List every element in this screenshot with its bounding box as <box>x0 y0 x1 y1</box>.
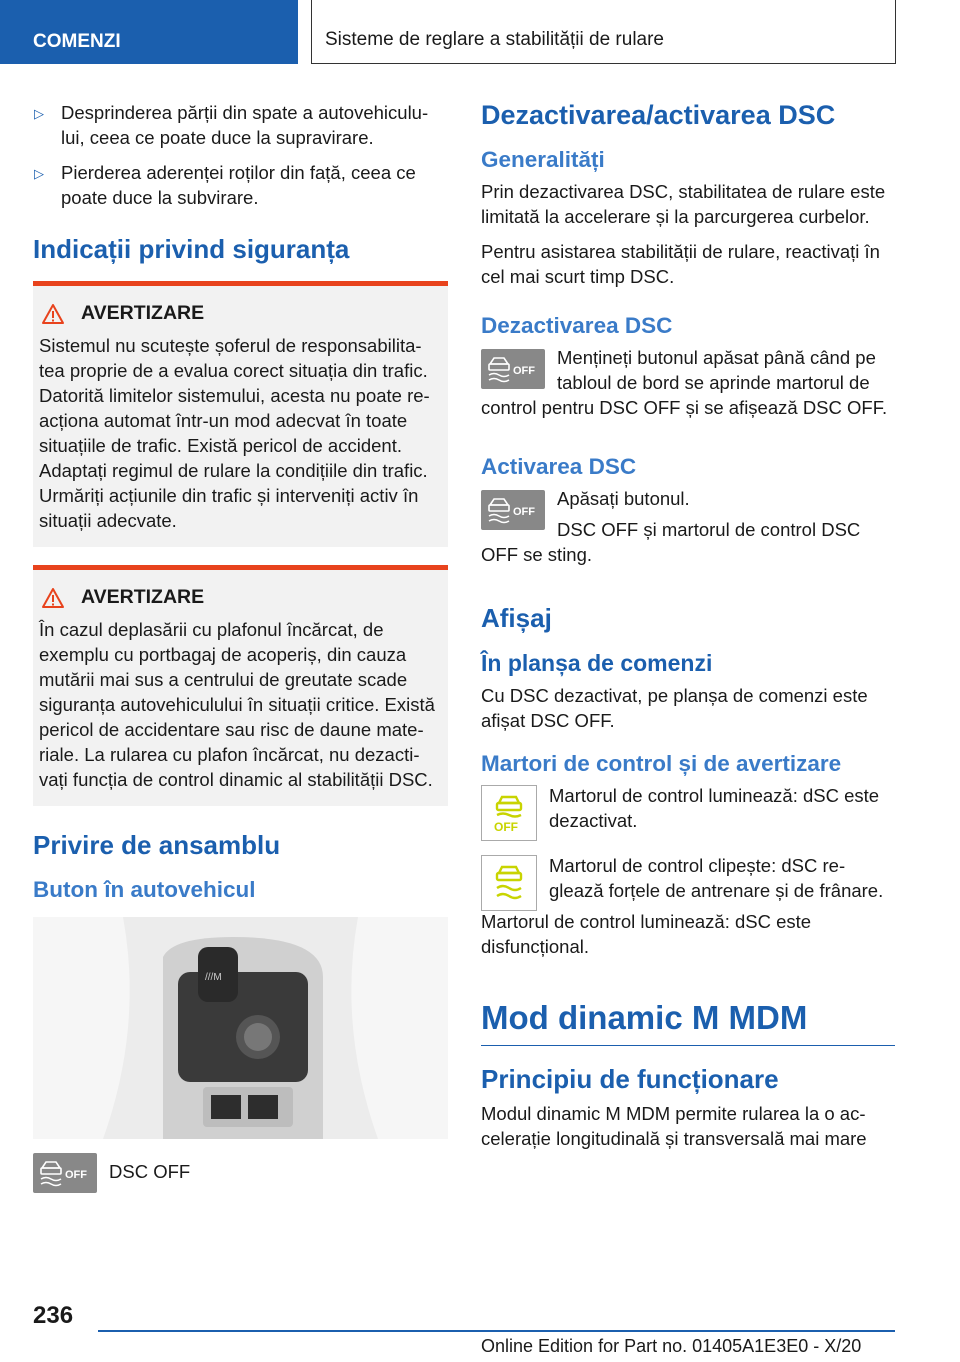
lamp-text: Martorul de control luminează: dSC este disfuncțional. <box>481 911 812 957</box>
principle-heading: Principiu de funcționare <box>481 1064 779 1094</box>
activation-text: DSC OFF și martorul de control DSC OFF se sting. <box>481 519 861 565</box>
lamp-legend-2 <box>481 853 895 911</box>
lamp-legend-1 <box>481 783 895 843</box>
dsc-main-heading: Dezactivarea/activarea DSC <box>481 100 836 130</box>
lamp-text: Martorul de control clipește: dSC re-glează forțele de antrenare și de frânare. <box>549 855 884 901</box>
warning-box <box>33 281 448 547</box>
activation-text: Apăsați butonul. <box>557 488 690 509</box>
warning-text: Sistemul nu scutește șoferul de responsabilita-tea proprie de a evalua corect situația din trafic. Datorită limitelor sistemului, acesta nu poate re-acționa automat într-un mod adecvat în toate situațiile de trafic. Există pericol de accident. Adaptați regimul de rulare la condițiile din trafic. Urmăriți acțiunile din trafic și interveniți activ în situații adecvate. <box>39 335 430 531</box>
dsc-lamp-icon <box>481 855 537 911</box>
dsc-off-button-legend <box>33 1151 448 1194</box>
page-number: 236 <box>33 1302 74 1329</box>
dsc-off-button-icon <box>481 349 545 389</box>
deactivation-text: Mențineți butonul apăsat până când pe tabloul de bord se aprinde martorul de control pentru DSC OFF și se afișează DSC OFF. <box>481 347 888 418</box>
left-column <box>33 100 448 1194</box>
general-text: Pentru asistarea stabilității de rulare, reactivați în cel mai scurt timp DSC. <box>481 241 880 287</box>
dsc-off-button-icon <box>33 1153 97 1193</box>
panel-text: Cu DSC dezactivat, pe planșa de comenzi este afișat DSC OFF. <box>481 685 868 731</box>
warning-triangle-icon <box>41 587 65 609</box>
principle-text: Modul dinamic M MDM permite rularea la o ac-celerație longitudinală și transversală mai mare <box>481 1103 867 1149</box>
button-heading: Buton în autovehicul <box>33 877 256 902</box>
overview-heading: Privire de ansamblu <box>33 830 281 860</box>
footer-edition: Online Edition for Part no. 01405A1E3E0 - X/20 <box>481 1336 862 1356</box>
mdm-heading: Mod dinamic M MDM <box>481 999 895 1046</box>
dsc-off-lamp-icon <box>481 785 537 841</box>
section-tab: COMENZI <box>0 0 298 64</box>
dsc-off-button-icon <box>481 490 545 530</box>
warning-text: În cazul deplasării cu plafonul încărcat, de exemplu cu portbagaj de acoperiș, din cauza mutării mai sus a centrului de greutate scade siguranța autovehiculului în situații critice. Există pericol de accidentare sau risc de daune mate-riale. La rularea cu plafon încărcat, nu dezacti-vați funcția de control dinamic al stabilității DSC. <box>39 619 435 790</box>
svg-text:OFF: OFF <box>494 820 518 834</box>
panel-heading: În planșa de comenzi <box>481 650 713 676</box>
svg-text:OFF: OFF <box>65 1169 87 1181</box>
footer-rule <box>98 1330 895 1332</box>
warning-title: AVERTIZARE <box>39 302 442 325</box>
center-console-photo <box>33 917 448 1139</box>
general-text: Prin dezactivarea DSC, stabilitatea de rulare este limitată la accelerare și la parcurgerea curbelor. <box>481 181 886 227</box>
svg-text:OFF: OFF <box>513 506 535 518</box>
lamp-text: Martorul de control luminează: dSC este dezactivat. <box>549 785 880 831</box>
bullet-item: ▷ Pierderea aderenței roților din față, ceea ce poate duce la subvirare. <box>34 162 416 208</box>
deactivation-heading: Dezactivarea DSC <box>481 313 673 338</box>
chapter-title: Sisteme de reglare a stabilității de rulare <box>311 0 896 64</box>
triangle-bullet-icon: ▷ <box>34 166 44 181</box>
activation-heading: Activarea DSC <box>481 454 637 479</box>
bullet-item: ▷ Desprinderea părții din spate a autovehiculu-lui, ceea ce poate duce la supravirare. <box>34 102 429 148</box>
lamps-heading: Martori de control și de avertizare <box>481 751 842 776</box>
display-heading: Afișaj <box>481 603 552 633</box>
warning-triangle-icon <box>41 303 65 325</box>
safety-heading: Indicații privind siguranța <box>33 234 350 264</box>
dsc-off-caption: DSC OFF <box>109 1161 191 1182</box>
right-column <box>481 100 895 1161</box>
svg-text:///M: ///M <box>205 972 222 983</box>
warning-box <box>33 565 448 806</box>
general-heading: Generalități <box>481 147 605 172</box>
triangle-bullet-icon: ▷ <box>34 106 44 121</box>
warning-title: AVERTIZARE <box>39 586 442 609</box>
deactivation-block <box>481 345 895 430</box>
svg-text:OFF: OFF <box>513 365 535 377</box>
activation-block <box>481 486 895 577</box>
